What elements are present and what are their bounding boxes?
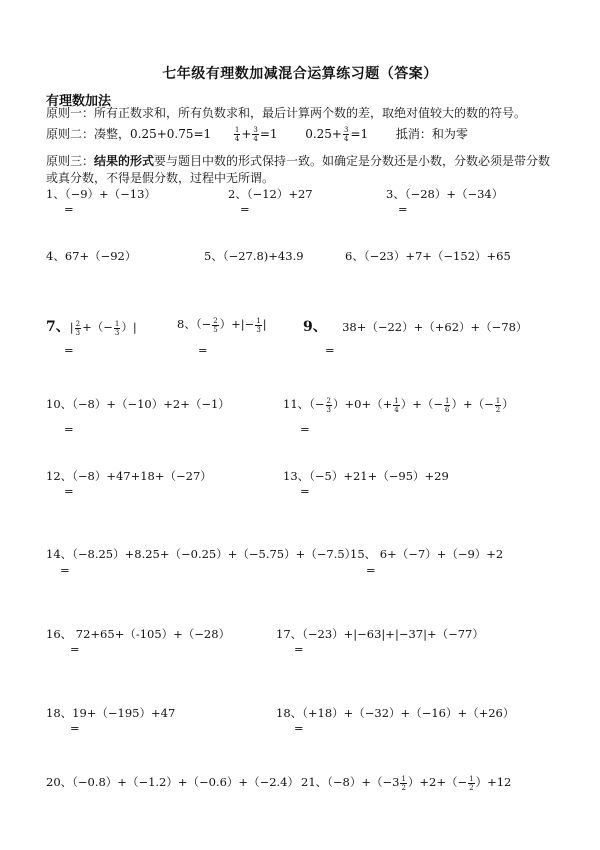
problem-3: 3、（−28）+（−34）	[386, 187, 504, 201]
problem-11: 11、（− $\frac{2}{3}$ ）+0+（+ $\frac{1}{4}$ ）+（− $\frac{1}{6}$ ）+（− $\frac{1}{2}$ ）	[283, 396, 514, 414]
answer-line: =	[366, 563, 376, 577]
answer-line: =	[198, 343, 208, 357]
problem-12: 12、（−8）+47+18+（−27）	[46, 469, 212, 483]
fraction: $\frac{1}{4}$	[394, 396, 399, 414]
rule-2-label: 原则二：凑整，0.25+0.75=1	[46, 127, 212, 141]
problem-4: 4、67+（−92）	[46, 249, 137, 263]
page-title: 七年级有理数加减混合运算练习题（答案）	[162, 66, 438, 82]
fraction: $\frac{2}{3}$	[326, 396, 331, 414]
problem-2: 2、（−12）+27	[228, 187, 313, 201]
problem-6: 6、（−23）+7+（−152）+65	[345, 249, 511, 263]
problem-21: 21、（−8）+（−3 $\frac{1}{2}$ ）+2+（− $\frac{1}{2}$ ）+12	[301, 774, 512, 792]
answer-line: =	[325, 343, 335, 357]
problem-14: 14、（−8.25）+8.25+（−0.25）+（−5.75）+（−7.5）	[46, 547, 357, 561]
answer-line: =	[398, 202, 408, 216]
fraction: $\frac{1}{6}$	[444, 396, 450, 414]
answer-line: =	[240, 202, 250, 216]
fraction: $\frac{1}{3}$	[256, 316, 261, 334]
answer-line: =	[70, 642, 80, 656]
problem-1: 1、（−9）+（−13）	[46, 187, 156, 201]
problem-18b: 18、（+18）+（−32）+（−16）+（+26）	[276, 706, 515, 720]
problem-10: 10、（−8）+（−10）+2+（−1）	[46, 397, 230, 411]
answer-line: =	[64, 343, 74, 357]
answer-line: =	[64, 422, 74, 436]
problem-16: 16、 72+65+（-105）+（−28）	[46, 627, 231, 641]
rule-1: 原则一：所有正数求和，所有负数求和，最后计算两个数的差，取绝对值较大的数的符号。	[46, 106, 527, 120]
problem-13: 13、（−5）+21+（−95）+29	[283, 469, 449, 483]
answer-line: =	[70, 721, 80, 735]
problem-7: 7、| $\frac{2}{3}$ +（− $\frac{1}{3}$ ）|	[46, 319, 137, 337]
fraction: $\frac{1}{2}$	[401, 774, 406, 792]
problem-8: 8、（− $\frac{2}{5}$ ）+|− $\frac{1}{3}$ |	[177, 316, 267, 334]
fraction: $\frac{2}{5}$	[213, 316, 218, 334]
fraction: $\frac{3}{4}$	[343, 126, 349, 143]
answer-line: =	[64, 484, 74, 498]
section-heading: 有理数加法	[46, 94, 112, 109]
rule-3-emphasis: 结果的形式	[94, 154, 155, 168]
rule-3: 原则三：结果的形式要与题目中数的形式保持一致。如确定是分数还是小数，分数必须是带分数	[46, 154, 551, 168]
fraction: $\frac{1}{2}$	[469, 774, 474, 792]
fraction: $\frac{3}{4}$	[253, 126, 258, 143]
rule-2: 原则二：凑整，0.25+0.75=1 $\frac{1}{4}$ + $\frac{3}{4}$ =1 0.25+ $\frac{3}{4}$ =1 抵消：和为零	[46, 126, 468, 143]
answer-line: =	[300, 422, 310, 436]
answer-line: =	[294, 642, 304, 656]
answer-line: =	[64, 202, 74, 216]
problem-5: 5、（−27.8)+43.9	[204, 249, 304, 263]
answer-line: =	[60, 563, 70, 577]
fraction: $\frac{2}{3}$	[75, 319, 81, 337]
rule-3-line-2: 或真分数，不得是假分数，过程中无所谓。	[46, 171, 275, 185]
answer-line: =	[300, 484, 310, 498]
problem-17: 17、（−23）+|−63|+|−37|+（−77）	[276, 627, 484, 641]
answer-line: =	[294, 721, 304, 735]
fraction: $\frac{1}{4}$	[234, 126, 240, 143]
problem-9: 9、 38+（−22）+（+62）+（−78）	[303, 319, 528, 335]
rule-2-cancel: 抵消：和为零	[395, 127, 468, 141]
problem-18: 18、19+（−195）+47	[46, 706, 176, 720]
problem-15: 15、 6+（−7）+（−9）+2	[350, 547, 504, 561]
fraction: $\frac{1}{3}$	[114, 319, 120, 337]
fraction: $\frac{1}{2}$	[495, 396, 501, 414]
problem-20: 20、（−0.8）+（−1.2）+（−0.6）+（−2.4）	[46, 775, 299, 789]
